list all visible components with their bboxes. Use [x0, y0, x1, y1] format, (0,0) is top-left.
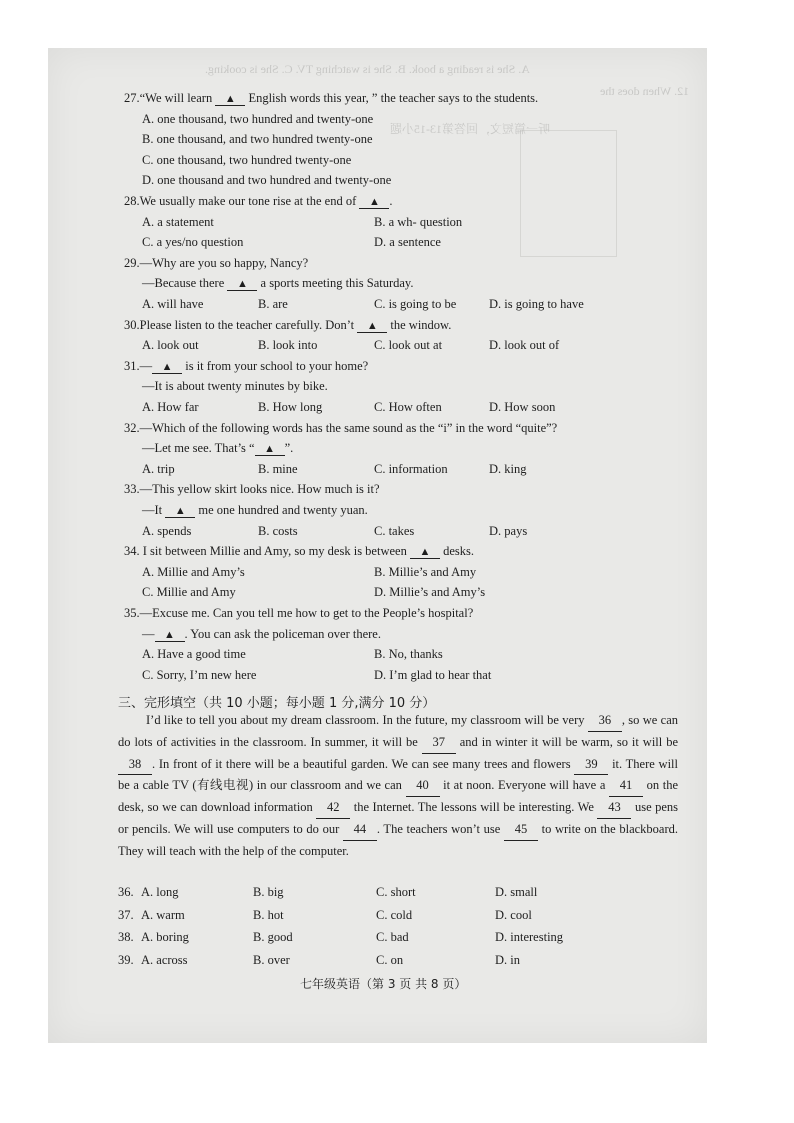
triangle-icon: ▲: [236, 278, 248, 291]
question-number: 27.: [124, 91, 140, 105]
passage-text: . The teachers won’t use: [376, 821, 504, 836]
answer-option: C. is going to be: [374, 297, 457, 311]
passage-text: the Internet. The lessons will be interesting. We: [350, 800, 598, 815]
answer-option: B. No, thanks: [374, 647, 443, 662]
triangle-icon: ▲: [224, 93, 236, 105]
cloze-blank-40[interactable]: 40: [406, 775, 440, 797]
answer-option: C. cold: [376, 907, 413, 922]
stem-text: is it from your school to your home?: [182, 358, 369, 373]
question-number: 34.: [124, 544, 140, 559]
stem-text: I sit between Millie and Amy, so my desk is between: [139, 544, 410, 559]
answer-option: B. over: [253, 952, 290, 967]
answer-blank[interactable]: [227, 277, 257, 291]
show-through-text: 听一篇短文，回答第13-15小题: [390, 122, 550, 136]
answer-option: C. one thousand, two hundred twenty-one: [142, 152, 352, 167]
question-stem: [124, 360, 368, 374]
passage-text: it at noon. Everyone will have a: [439, 778, 609, 793]
answer-blank[interactable]: [155, 628, 185, 642]
answer-option: C. look out at: [374, 338, 443, 353]
answer-option: D. is going to have: [489, 297, 584, 311]
answer-blank[interactable]: [255, 442, 285, 456]
passage-text: and in winter it will be warm, so it will be: [455, 734, 678, 749]
answer-blank[interactable]: [165, 504, 195, 518]
answer-option: B. mine: [258, 461, 298, 476]
question-number: 28.: [124, 194, 140, 208]
question-stem: —It is about twenty minutes by bike.: [142, 379, 328, 394]
answer-option: C. bad: [376, 930, 409, 944]
answer-blank[interactable]: [410, 545, 440, 559]
answer-option: B. Millie’s and Amy: [374, 564, 477, 579]
question-stem: [142, 442, 293, 456]
question-stem: [142, 628, 381, 642]
answer-option: D. interesting: [495, 930, 564, 944]
answer-option: A. trip: [142, 461, 175, 476]
answer-option: C. Sorry, I’m new here: [142, 667, 257, 682]
answer-blank[interactable]: [152, 360, 182, 374]
cloze-blank-36[interactable]: 36: [588, 710, 622, 732]
question-stem: [124, 92, 538, 106]
stem-text: Please listen to the teacher carefully. Don’t: [139, 317, 358, 332]
triangle-icon: ▲: [174, 505, 186, 517]
stem-text: —It: [142, 503, 166, 517]
cloze-blank-39[interactable]: 39: [574, 754, 608, 776]
answer-option: A. spends: [142, 523, 192, 538]
stem-text: We usually make our tone rise at the end of: [139, 194, 360, 208]
answer-option: C. How often: [374, 400, 442, 414]
answer-option: A. one thousand, two hundred and twenty-one: [142, 111, 374, 126]
answer-option: C. information: [374, 461, 448, 476]
answer-option: B. costs: [258, 523, 298, 538]
answer-option: D. cool: [495, 907, 532, 922]
triangle-icon: ▲: [366, 319, 378, 332]
answer-option: C. a yes/no question: [142, 235, 244, 250]
show-through-text: A. She is reading a book. B. She is watching TV. C. She is cooking.: [205, 62, 530, 76]
cloze-passage: [118, 710, 678, 862]
passage-text: on the desk, so we can download information: [118, 778, 678, 815]
answer-option: D. look out of: [489, 338, 560, 353]
cloze-blank-44[interactable]: 44: [343, 819, 377, 841]
passage-text: use pens or pencils. We will use computers to do our: [118, 800, 679, 836]
question-number: 37.: [118, 907, 134, 922]
answer-option: D. in: [495, 952, 520, 967]
answer-option: B. one thousand, and two hundred twenty-one: [142, 132, 373, 147]
answer-option: A. long: [141, 885, 179, 899]
triangle-icon: ▲: [264, 443, 276, 456]
answer-option: A. Millie and Amy’s: [142, 564, 245, 579]
question-stem: 32.—Which of the following words has the same sound as the “i” in the word “quite”?: [124, 420, 558, 435]
passage-text: I’d like to tell you about my dream classroom. In the future, my classroom will be very: [146, 713, 588, 727]
question-stem: [124, 195, 393, 209]
passage-text: to write on the blackboard. They will teach with the help of the computer.: [118, 821, 678, 858]
question-number: 30.: [124, 317, 140, 332]
question-stem: [124, 319, 451, 333]
cloze-blank-41[interactable]: 41: [609, 775, 643, 797]
answer-blank[interactable]: [357, 319, 387, 333]
answer-option: D. I’m glad to hear that: [374, 667, 492, 682]
question-number: 38.: [118, 930, 134, 944]
cloze-blank-38[interactable]: 38: [118, 754, 152, 776]
triangle-icon: ▲: [419, 546, 431, 559]
cloze-blank-37[interactable]: 37: [422, 732, 456, 754]
answer-option: C. short: [376, 885, 416, 899]
answer-option: C. takes: [374, 523, 415, 538]
answer-option: D. one thousand and two hundred and twenty-one: [142, 173, 392, 188]
answer-option: A. Have a good time: [142, 647, 246, 662]
show-through-table: [520, 130, 617, 257]
answer-blank[interactable]: [215, 92, 245, 106]
answer-option: A. How far: [142, 400, 199, 414]
stem-text: . You can ask the policeman over there.: [184, 626, 381, 641]
answer-option: B. big: [253, 885, 284, 899]
stem-text: a sports meeting this Saturday.: [257, 276, 414, 291]
question-stem: [142, 277, 414, 291]
answer-option: B. look into: [258, 338, 318, 353]
triangle-icon: ▲: [161, 360, 173, 373]
answer-option: A. will have: [142, 297, 204, 311]
passage-text: . In front of it there will be a beautiful garden. We can see many trees and flowers: [152, 756, 575, 771]
answer-option: A. a statement: [142, 214, 214, 229]
answer-blank[interactable]: [359, 195, 389, 209]
answer-option: B. a wh- question: [374, 214, 463, 229]
answer-option: B. hot: [253, 907, 284, 922]
stem-text: —: [142, 626, 155, 641]
question-number: 36.: [118, 885, 134, 899]
answer-option: D. a sentence: [374, 235, 441, 250]
question-stem: 35.—Excuse me. Can you tell me how to get to the People’s hospital?: [124, 606, 474, 620]
stem-text: ”.: [284, 441, 294, 456]
question-number: 31.: [124, 358, 140, 373]
passage-text: , so we can do lots of activities in the classroom. In summer, it will be: [118, 713, 678, 749]
question-number: 39.: [118, 952, 134, 967]
cloze-blank-42[interactable]: 42: [316, 797, 350, 819]
triangle-icon: ▲: [164, 628, 175, 641]
answer-option: D. pays: [489, 523, 528, 538]
section-header: 三、完形填空（共 10 小题；每小题 1 分,满分 10 分）: [118, 696, 436, 711]
stem-text: the window.: [387, 317, 452, 332]
question-stem: [124, 545, 474, 559]
stem-text: me one hundred and twenty yuan.: [195, 503, 368, 517]
question-stem: 33.—This yellow skirt looks nice. How much is it?: [124, 482, 380, 497]
answer-option: A. look out: [142, 338, 199, 353]
stem-text: —: [139, 358, 153, 373]
answer-option: D. king: [489, 461, 527, 476]
stem-text: —Let me see. That’s “: [142, 441, 255, 456]
answer-option: C. Millie and Amy: [142, 585, 236, 600]
answer-option: C. on: [376, 952, 404, 967]
stem-text: .: [389, 194, 393, 208]
answer-option: B. How long: [258, 400, 323, 414]
answer-option: D. small: [495, 885, 538, 899]
answer-option: A. boring: [141, 930, 189, 944]
stem-text: desks.: [439, 544, 474, 559]
stem-text: —Because there: [142, 276, 228, 291]
answer-option: B. good: [253, 930, 293, 944]
cloze-blank-43[interactable]: 43: [597, 797, 631, 819]
answer-option: D. Millie’s and Amy’s: [374, 585, 486, 600]
page-footer: 七年级英语（第 3 页 共 8 页）: [300, 977, 467, 991]
answer-option: A. warm: [141, 907, 185, 922]
answer-option: D. How soon: [489, 400, 556, 414]
question-stem: 29.—Why are you so happy, Nancy?: [124, 255, 309, 270]
show-through-text: 12. When does the: [600, 84, 690, 98]
stem-text: English words this year, ” the teacher says to the students.: [245, 91, 539, 105]
answer-option: B. are: [258, 297, 288, 311]
triangle-icon: ▲: [368, 196, 380, 208]
answer-option: A. across: [141, 952, 188, 967]
stem-text: “We will learn: [139, 91, 216, 105]
passage-text: it. There will be a cable TV (有线电视) in our classroom and we can: [118, 756, 679, 793]
cloze-blank-45[interactable]: 45: [504, 819, 538, 841]
question-stem: [142, 504, 368, 518]
